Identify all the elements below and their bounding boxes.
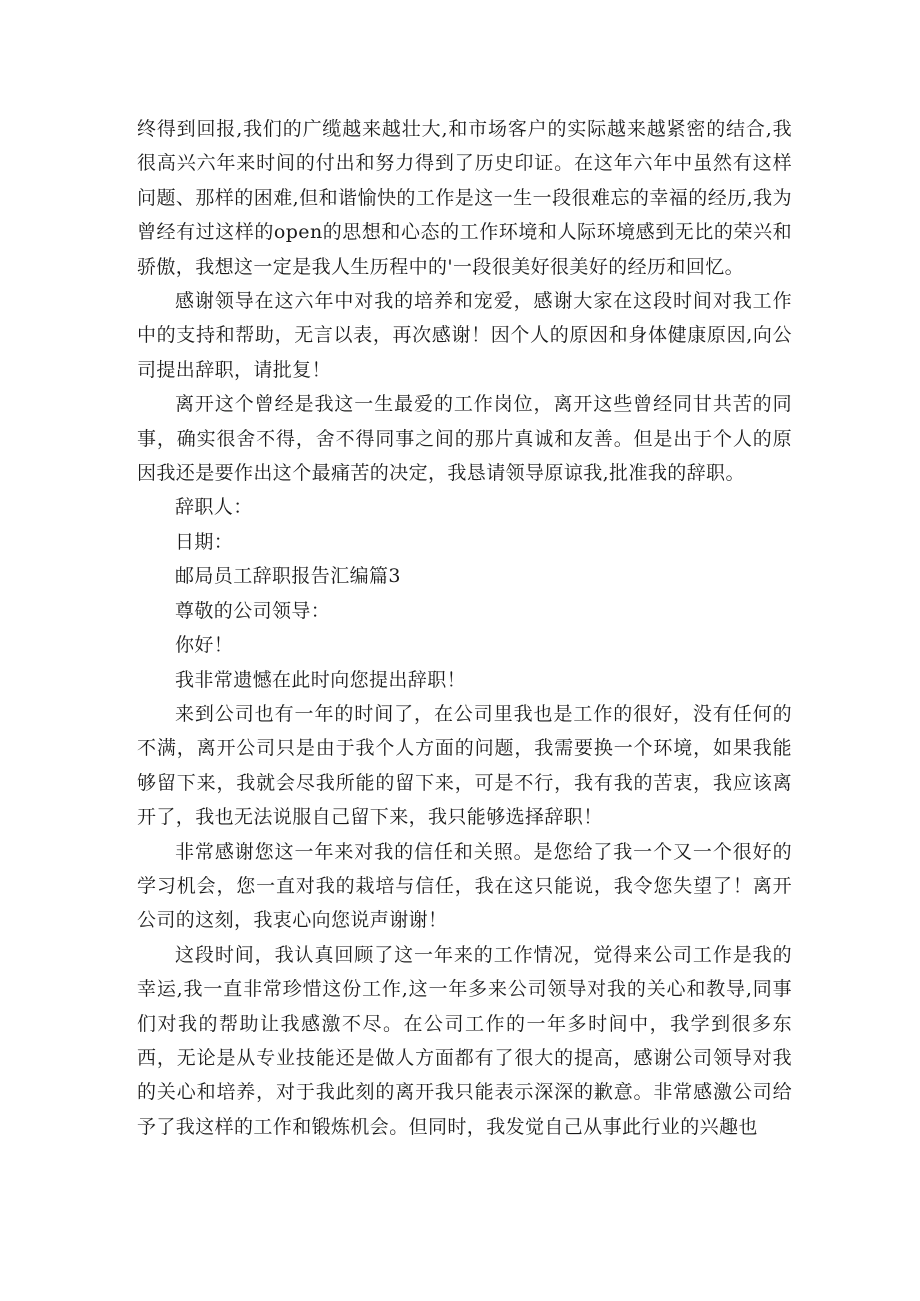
- paragraph-regret: 我非常遗憾在此时向您提出辞职！: [175, 668, 467, 691]
- greeting: 你好！: [175, 634, 234, 657]
- paragraph-one-year: 来到公司也有一年的时间了，在公司里我也是工作的很好，没有任何的不满，离开公司只是由于我个人方面的问题，我需要换一个环境，如果我能够留下来，我就会尽我所能的留下来，可是不行，我有我的苦衷，我应该离开了，我也无法说服自己留下来，我只能够选择辞职！: [137, 702, 792, 829]
- signature-line: 辞职人：: [175, 496, 253, 519]
- paragraph-leaving: 离开这个曾经是我这一生最爱的工作岗位，离开这些曾经同甘共苦的同事，确实很舍不得，舍不得同事之间的那片真诚和友善。但是出于个人的原因我还是要作出这个最痛苦的决定，我恳请领导原谅我,批准我的辞职。: [137, 393, 792, 485]
- document-page: [137, 112, 792, 1144]
- paragraph-gratitude: 非常感谢您这一年来对我的信任和关照。是您给了我一个又一个很好的学习机会，您一直对我的栽培与信任，我在这只能说，我令您失望了！离开公司的这刻，我衷心向您说声谢谢！: [137, 840, 792, 932]
- salutation: 尊敬的公司领导：: [175, 599, 331, 622]
- paragraph-review: 这段时间，我认真回顾了这一年来的工作情况，觉得来公司工作是我的幸运,我一直非常珍惜这份工作,这一年多来公司领导对我的关心和教导,同事们对我的帮助让我感激不尽。在公司工作的一年多时间中，我学到很多东西，无论是从专业技能还是做人方面都有了很大的提高，感谢公司领导对我的关心和培养，对于我此刻的离开我只能表示深深的歉意。非常感激公司给予了我这样的工作和锻炼机会。但同时，我发觉自己从事此行业的兴趣也: [137, 943, 792, 1138]
- section-title: 邮局员工辞职报告汇编篇3: [175, 565, 401, 588]
- paragraph-thanks: 感谢领导在这六年中对我的培养和宠爱，感谢大家在这段时间对我工作中的支持和帮助，无言以表，再次感谢！因个人的原因和身体健康原因,向公司提出辞职，请批复！: [137, 290, 792, 381]
- date-line: 日期：: [175, 530, 234, 553]
- paragraph-continuation: 终得到回报,我们的广缆越来越壮大,和市场客户的实际越来越紧密的结合,我很高兴六年来时间的付出和努力得到了历史印证。在这年六年中虽然有这样问题、那样的困难,但和谐愉快的工作是这一生一段很难忘的幸福的经历,我为曾经有过这样的open的思想和心态的工作环境和人际环境感到无比的荣兴和骄傲，我想这一定是我人生历程中的'一段很美好很美好的经历和回忆。: [137, 118, 792, 278]
